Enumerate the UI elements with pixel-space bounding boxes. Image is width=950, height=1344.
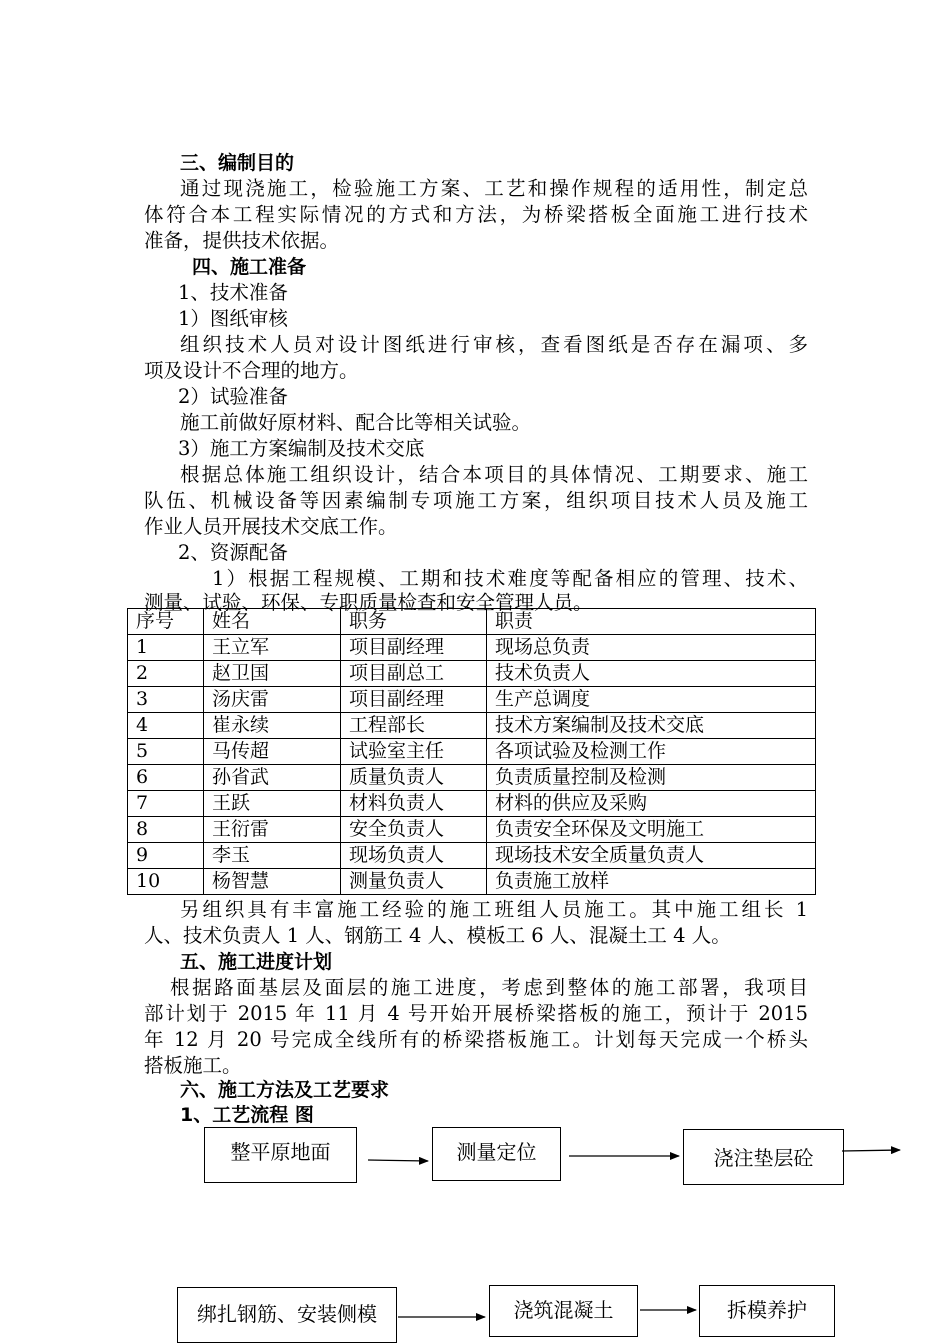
section-3-heading: 三、编制目的 — [180, 152, 295, 174]
table-cell: 10 — [128, 869, 204, 895]
table-cell: 马传超 — [204, 739, 341, 765]
table-cell: 杨智慧 — [204, 869, 341, 895]
table-cell: 材料负责人 — [341, 791, 487, 817]
table-cell: 项目副经理 — [341, 635, 487, 661]
paragraph-line: 另组织具有丰富施工经验的施工班组人员施工。其中施工组长 1 — [180, 898, 808, 921]
table-cell: 现场负责人 — [341, 843, 487, 869]
table-cell: 现场技术安全质量负责人 — [487, 843, 816, 869]
flow-arrow-1-2 — [368, 1160, 428, 1161]
table-cell: 质量负责人 — [341, 765, 487, 791]
flow-step-1: 整平原地面 — [204, 1127, 357, 1183]
paragraph-line: 年 12 月 20 号完成全线所有的桥梁搭板施工。计划每天完成一个桥头 — [144, 1028, 808, 1051]
paragraph-line: 1）根据工程规模、工期和技术难度等配备相应的管理、技术、 — [212, 567, 808, 590]
subheading: 2）试验准备 — [178, 385, 288, 408]
table-cell: 4 — [128, 713, 204, 739]
table-cell: 项目副经理 — [341, 687, 487, 713]
section-4-heading: 四、施工准备 — [192, 256, 307, 278]
paragraph-line: 通过现浇施工，检验施工方案、工艺和操作规程的适用性，制定总 — [180, 177, 808, 200]
subheading: 3）施工方案编制及技术交底 — [178, 437, 425, 460]
table-cell: 2 — [128, 661, 204, 687]
flow-step-2: 测量定位 — [432, 1127, 561, 1181]
flow-step-3: 浇注垫层砼 — [683, 1129, 844, 1185]
table-cell: 试验室主任 — [341, 739, 487, 765]
paragraph-line: 根据总体施工组织设计，结合本项目的具体情况、工期要求、施工 — [180, 463, 808, 486]
table-cell: 赵卫国 — [204, 661, 341, 687]
paragraph-line: 测量、试验、环保、专职质量检查和安全管理人员。 — [144, 591, 593, 614]
subheading: 1、工艺流程 图 — [180, 1104, 314, 1126]
subheading: 1、技术准备 — [178, 281, 288, 304]
table-cell: 6 — [128, 765, 204, 791]
paragraph-line: 根据路面基层及面层的施工进度，考虑到整体的施工部署，我项目 — [170, 976, 808, 999]
table-cell: 各项试验及检测工作 — [487, 739, 816, 765]
table-cell: 安全负责人 — [341, 817, 487, 843]
paragraph-line: 组织技术人员对设计图纸进行审核，查看图纸是否存在漏项、多 — [180, 333, 808, 356]
table-cell: 测量负责人 — [341, 869, 487, 895]
paragraph-line: 部计划于 2015 年 11 月 4 号开始开展桥梁搭板的施工，预计于 2015 — [144, 1002, 808, 1025]
table-cell: 工程部长 — [341, 713, 487, 739]
paragraph-line: 项及设计不合理的地方。 — [144, 359, 359, 382]
table-cell: 负责施工放样 — [487, 869, 816, 895]
table-cell: 5 — [128, 739, 204, 765]
table-cell: 项目副总工 — [341, 661, 487, 687]
table-cell: 负责安全环保及文明施工 — [487, 817, 816, 843]
header-cell: 姓名 — [204, 609, 341, 635]
table-cell: 材料的供应及采购 — [487, 791, 816, 817]
table-cell: 崔永续 — [204, 713, 341, 739]
table-cell: 负责质量控制及检测 — [487, 765, 816, 791]
paragraph-line: 作业人员开展技术交底工作。 — [144, 515, 398, 538]
paragraph-line: 搭板施工。 — [144, 1054, 242, 1077]
section-6-heading: 六、施工方法及工艺要求 — [180, 1079, 390, 1101]
paragraph-line: 队伍、机械设备等因素编制专项施工方案，组织项目技术人员及施工 — [144, 489, 808, 512]
paragraph-line: 施工前做好原材料、配合比等相关试验。 — [180, 411, 532, 434]
flow-step-6: 拆模养护 — [699, 1285, 835, 1337]
table-cell: 李玉 — [204, 843, 341, 869]
table-cell: 3 — [128, 687, 204, 713]
header-cell: 职责 — [487, 609, 816, 635]
table-cell: 9 — [128, 843, 204, 869]
table-cell: 技术方案编制及技术交底 — [487, 713, 816, 739]
table-cell: 孙省武 — [204, 765, 341, 791]
table-cell: 1 — [128, 635, 204, 661]
header-cell: 序号 — [128, 609, 204, 635]
table-cell: 现场总负责 — [487, 635, 816, 661]
table-cell: 7 — [128, 791, 204, 817]
header-cell: 职务 — [341, 609, 487, 635]
table-cell: 8 — [128, 817, 204, 843]
table-cell: 技术负责人 — [487, 661, 816, 687]
flow-step-4: 绑扎钢筋、安装侧模 — [177, 1287, 397, 1343]
table-cell: 汤庆雷 — [204, 687, 341, 713]
subheading: 2、资源配备 — [178, 541, 288, 564]
flow-arrow-3-out — [842, 1150, 900, 1151]
table-cell: 王衍雷 — [204, 817, 341, 843]
table-cell: 生产总调度 — [487, 687, 816, 713]
flow-step-5: 浇筑混凝土 — [489, 1285, 638, 1337]
table-cell: 王立军 — [204, 635, 341, 661]
subheading: 1）图纸审核 — [178, 307, 288, 330]
paragraph-line: 准备，提供技术依据。 — [144, 229, 340, 252]
section-5-heading: 五、施工进度计划 — [180, 951, 333, 973]
paragraph-line: 人、技术负责人 1 人、钢筋工 4 人、模板工 6 人、混凝土工 4 人。 — [144, 924, 731, 947]
paragraph-line: 体符合本工程实际情况的方式和方法，为桥梁搭板全面施工进行技术 — [144, 203, 808, 226]
table-cell: 王跃 — [204, 791, 341, 817]
